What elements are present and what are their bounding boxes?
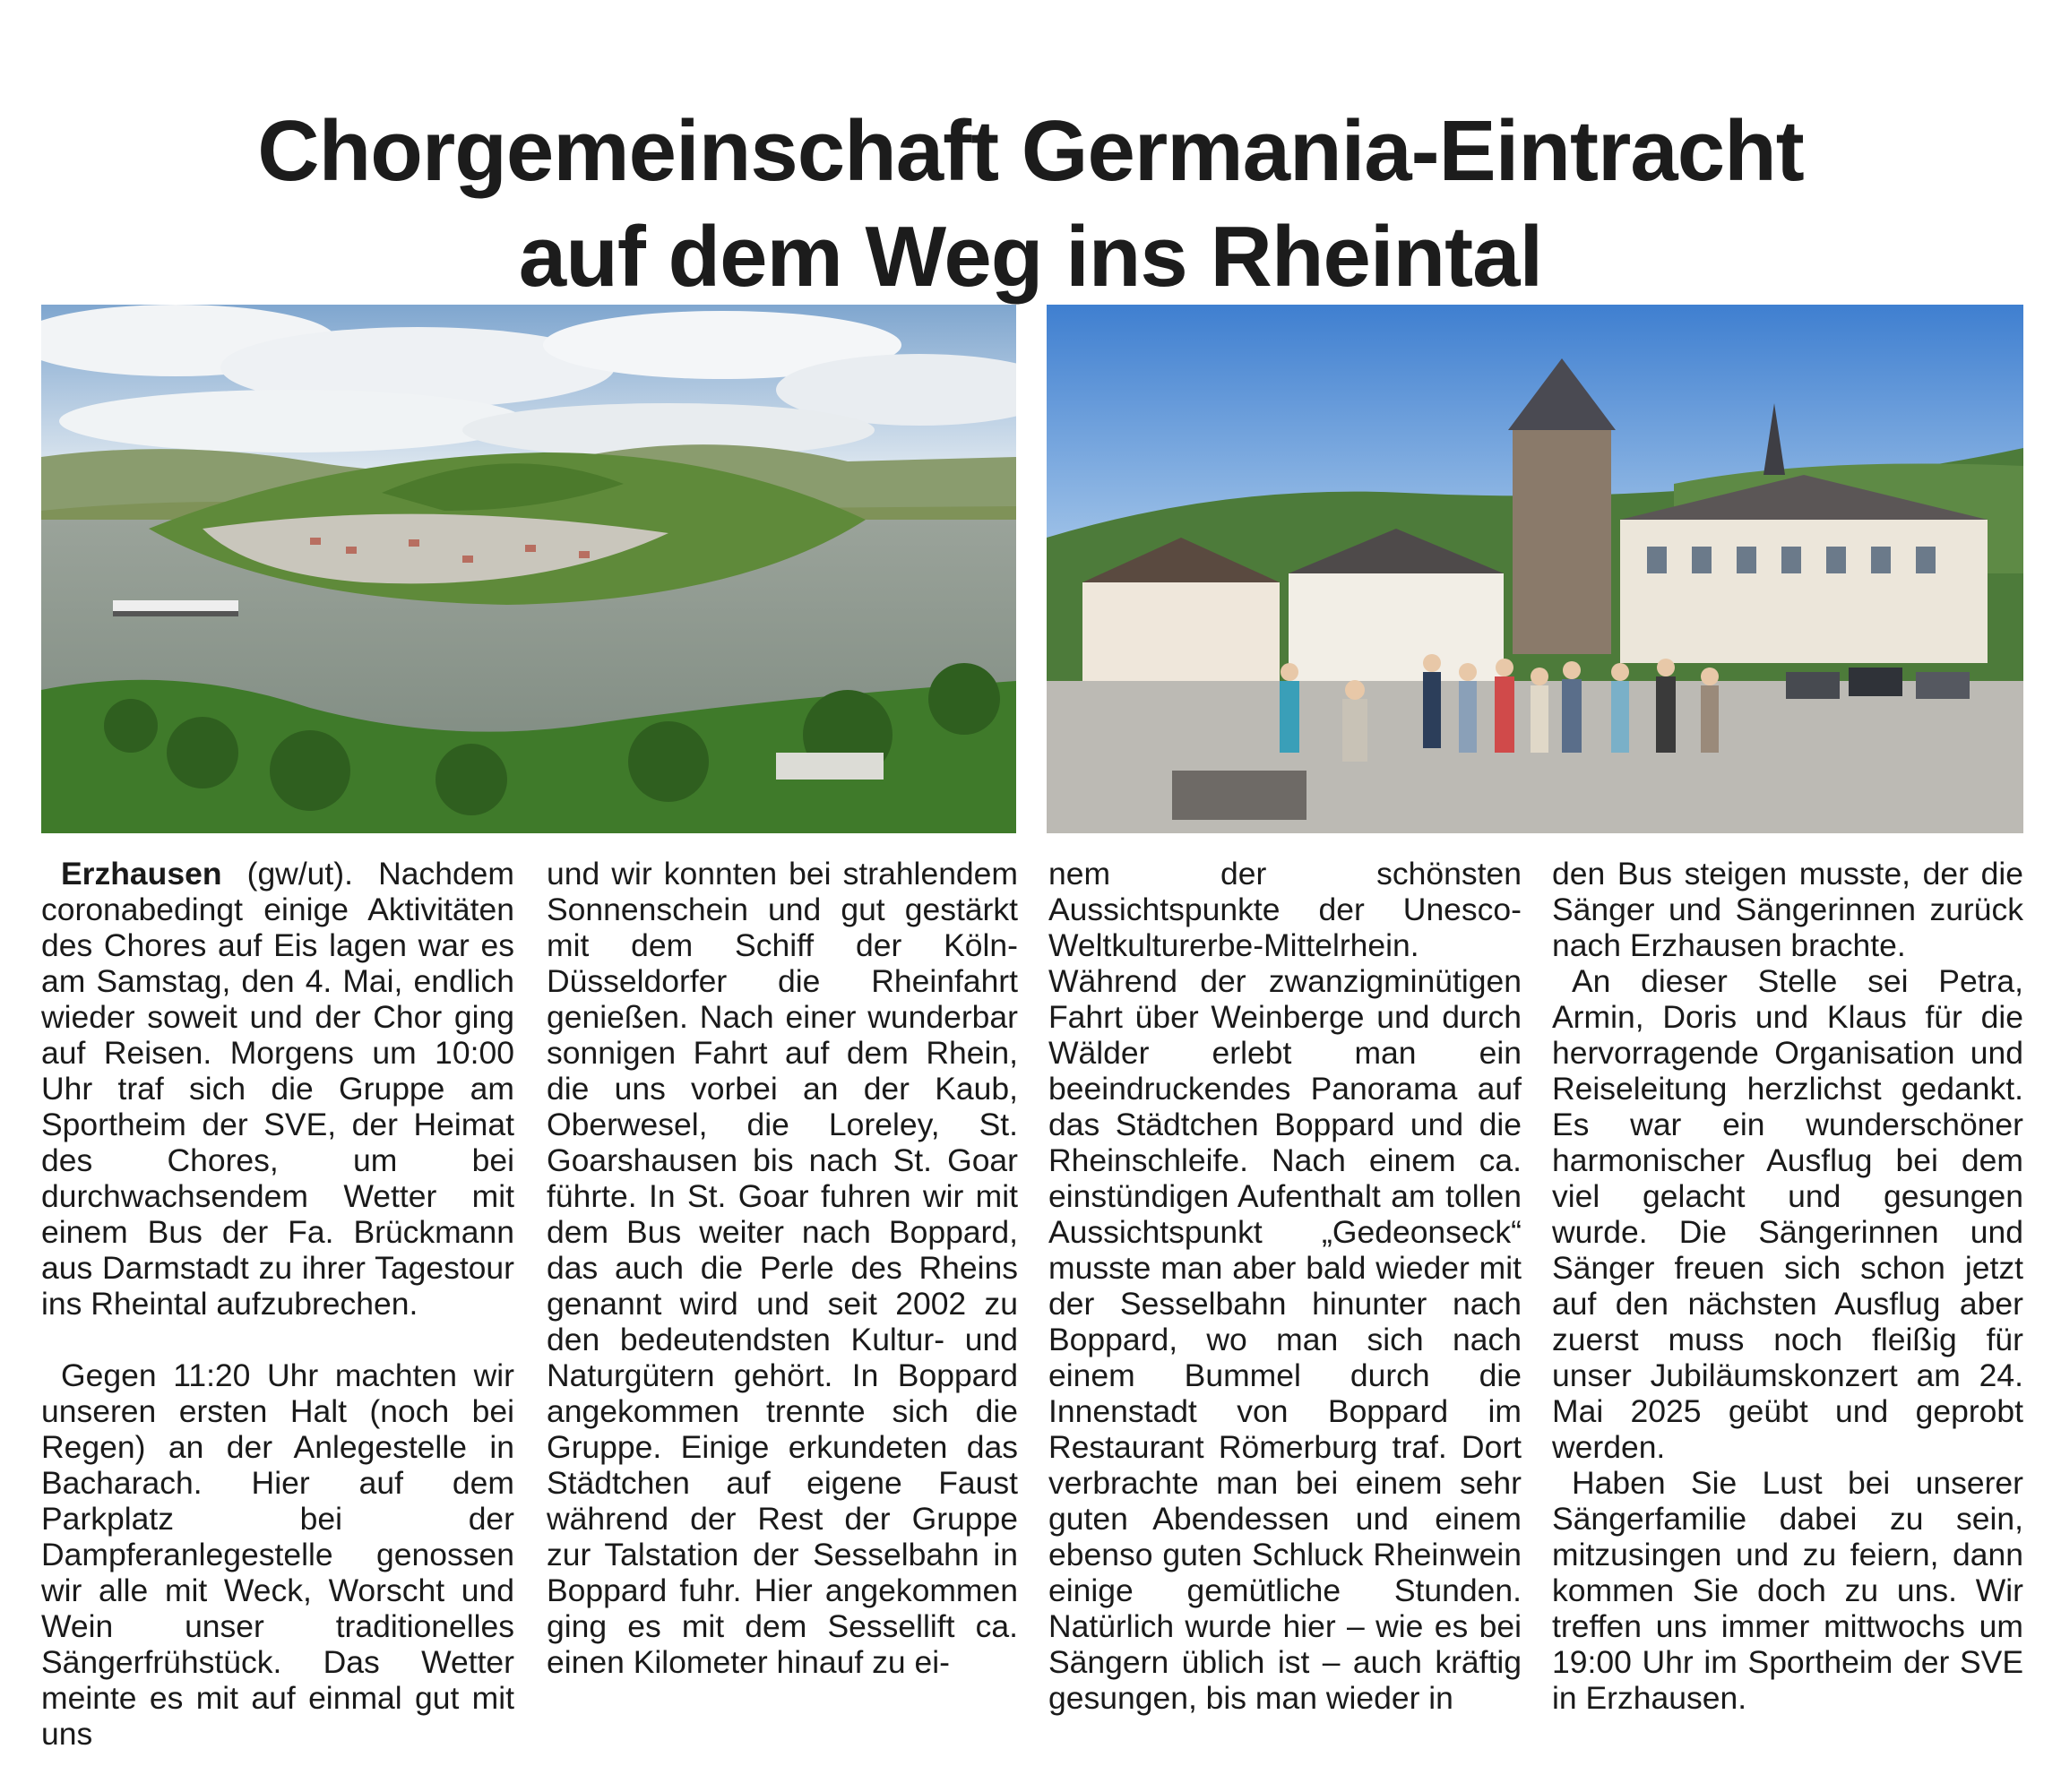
bacharach-illustration [1047, 305, 2023, 833]
article-column-4 [1552, 856, 2023, 1716]
paragraph-return: den Bus steigen musste, der die Sänger und Sängerinnen zurück nach Erzhausen brachte. [1552, 856, 2023, 963]
headline-line-2: auf dem Weg ins Rheintal [518, 209, 1543, 305]
paragraph-intro [41, 856, 514, 1322]
bacharach-group-photo [1047, 305, 2023, 833]
intro-text: (gw/ut). Nachdem coronabedingt einige Aktivitäten des Chores auf Eis lagen war es am Samstag, den 4. Mai, endlich wieder soweit und der Chor ging auf Reisen. Morgens um 10:00 Uhr traf sich die Gruppe am Sportheim der SVE, der Heimat des Chores, um bei durchwachsendem Wetter mit einem Bus der Fa. Brückmann aus Darmstadt zu ihrer Tagestour ins Rheintal aufzubrechen. [41, 856, 514, 1322]
rhine-loop-photo [41, 305, 1016, 833]
headline-line-1: Chorgemeinschaft Germania-Eintracht [257, 103, 1804, 199]
paragraph-rhine-trip: und wir konnten bei strahlendem Sonnenschein und gut gestärkt mit dem Schiff der Köln-Düsseldorfer die Rheinfahrt genießen. Nach einer wunderbar sonnigen Fahrt auf dem Rhein, die uns vorbei an der Kaub, Oberwesel, die Loreley, St. Goarshausen bis nach St. Goar führte. In St. Goar fuhren wir mit dem Bus weiter nach Boppard, das auch die Perle des Rheins genannt wird und seit 2002 zu den bedeutendsten Kultur- und Naturgütern gehört. In Boppard angekommen trennte sich die Gruppe. Einige erkundeten das Städtchen auf eigene Faust während der Rest der Gruppe zur Talstation der Sesselbahn in Boppard fuhr. Hier angekommen ging es mit dem Sessellift ca. einen Kilometer hinauf zu ei- [547, 856, 1018, 1680]
paragraph-thanks: An dieser Stelle sei Petra, Armin, Doris und Klaus für die hervorragende Organisation und Reiseleitung herzlichst gedankt. Es war ein wunderschöner harmonischer Ausflug bei dem viel gelacht und gesungen wurde. Die Sängerinnen und Sänger freuen sich schon jetzt auf den nächsten Ausflug aber zuerst muss noch fleißig für unser Jubiläumskonzert am 24. Mai 2025 geübt und geprobt werden. [1552, 963, 2023, 1465]
article-column-3 [1048, 856, 1522, 1716]
paragraph-boppard: nem der schönsten Aussichtspunkte der Unesco-Weltkulturerbe-Mittelrhein. Während der zwanzigminütigen Fahrt über Weinberge und durch Wälder erlebt man ein beeindruckendes Panorama auf das Städtchen Boppard und die Rheinschleife. Nach einem ca. einstündigen Aufenthalt am tollen Aussichtspunkt „Gedeonseck“ musste man aber bald wieder mit der Sesselbahn hinunter nach Boppard, wo man sich nach einem Bummel durch die Innenstadt von Boppard im Restaurant Römerburg traf. Dort verbrachte man bei einem sehr guten Abendessen und einem ebenso guten Schluck Rheinwein einige gemütliche Stunden. Natürlich wurde hier – wie es bei Sängern üblich ist – auch kräftig gesungen, bis man wieder in [1048, 856, 1522, 1716]
rhine-loop-illustration [41, 305, 1016, 833]
dateline-place: Erzhausen [61, 856, 222, 892]
article-column-2 [547, 856, 1018, 1680]
headline [0, 99, 2061, 310]
article-column-1 [41, 856, 514, 1752]
paragraph-bacharach: Gegen 11:20 Uhr machten wir unseren ersten Halt (noch bei Regen) an der Anlegestelle in Bacharach. Hier auf dem Parkplatz bei der Dampferanlegestelle genossen wir alle mit Weck, Worscht und Wein unser traditionelles Sängerfrühstück. Das Wetter meinte es mit auf einmal gut mit uns [41, 1357, 514, 1752]
paragraph-invitation: Haben Sie Lust bei unserer Sängerfamilie dabei zu sein, mitzusingen und zu feiern, dann kommen Sie doch zu uns. Wir treffen uns immer mittwochs um 19:00 Uhr im Sportheim der SVE in Erzhausen. [1552, 1465, 2023, 1716]
